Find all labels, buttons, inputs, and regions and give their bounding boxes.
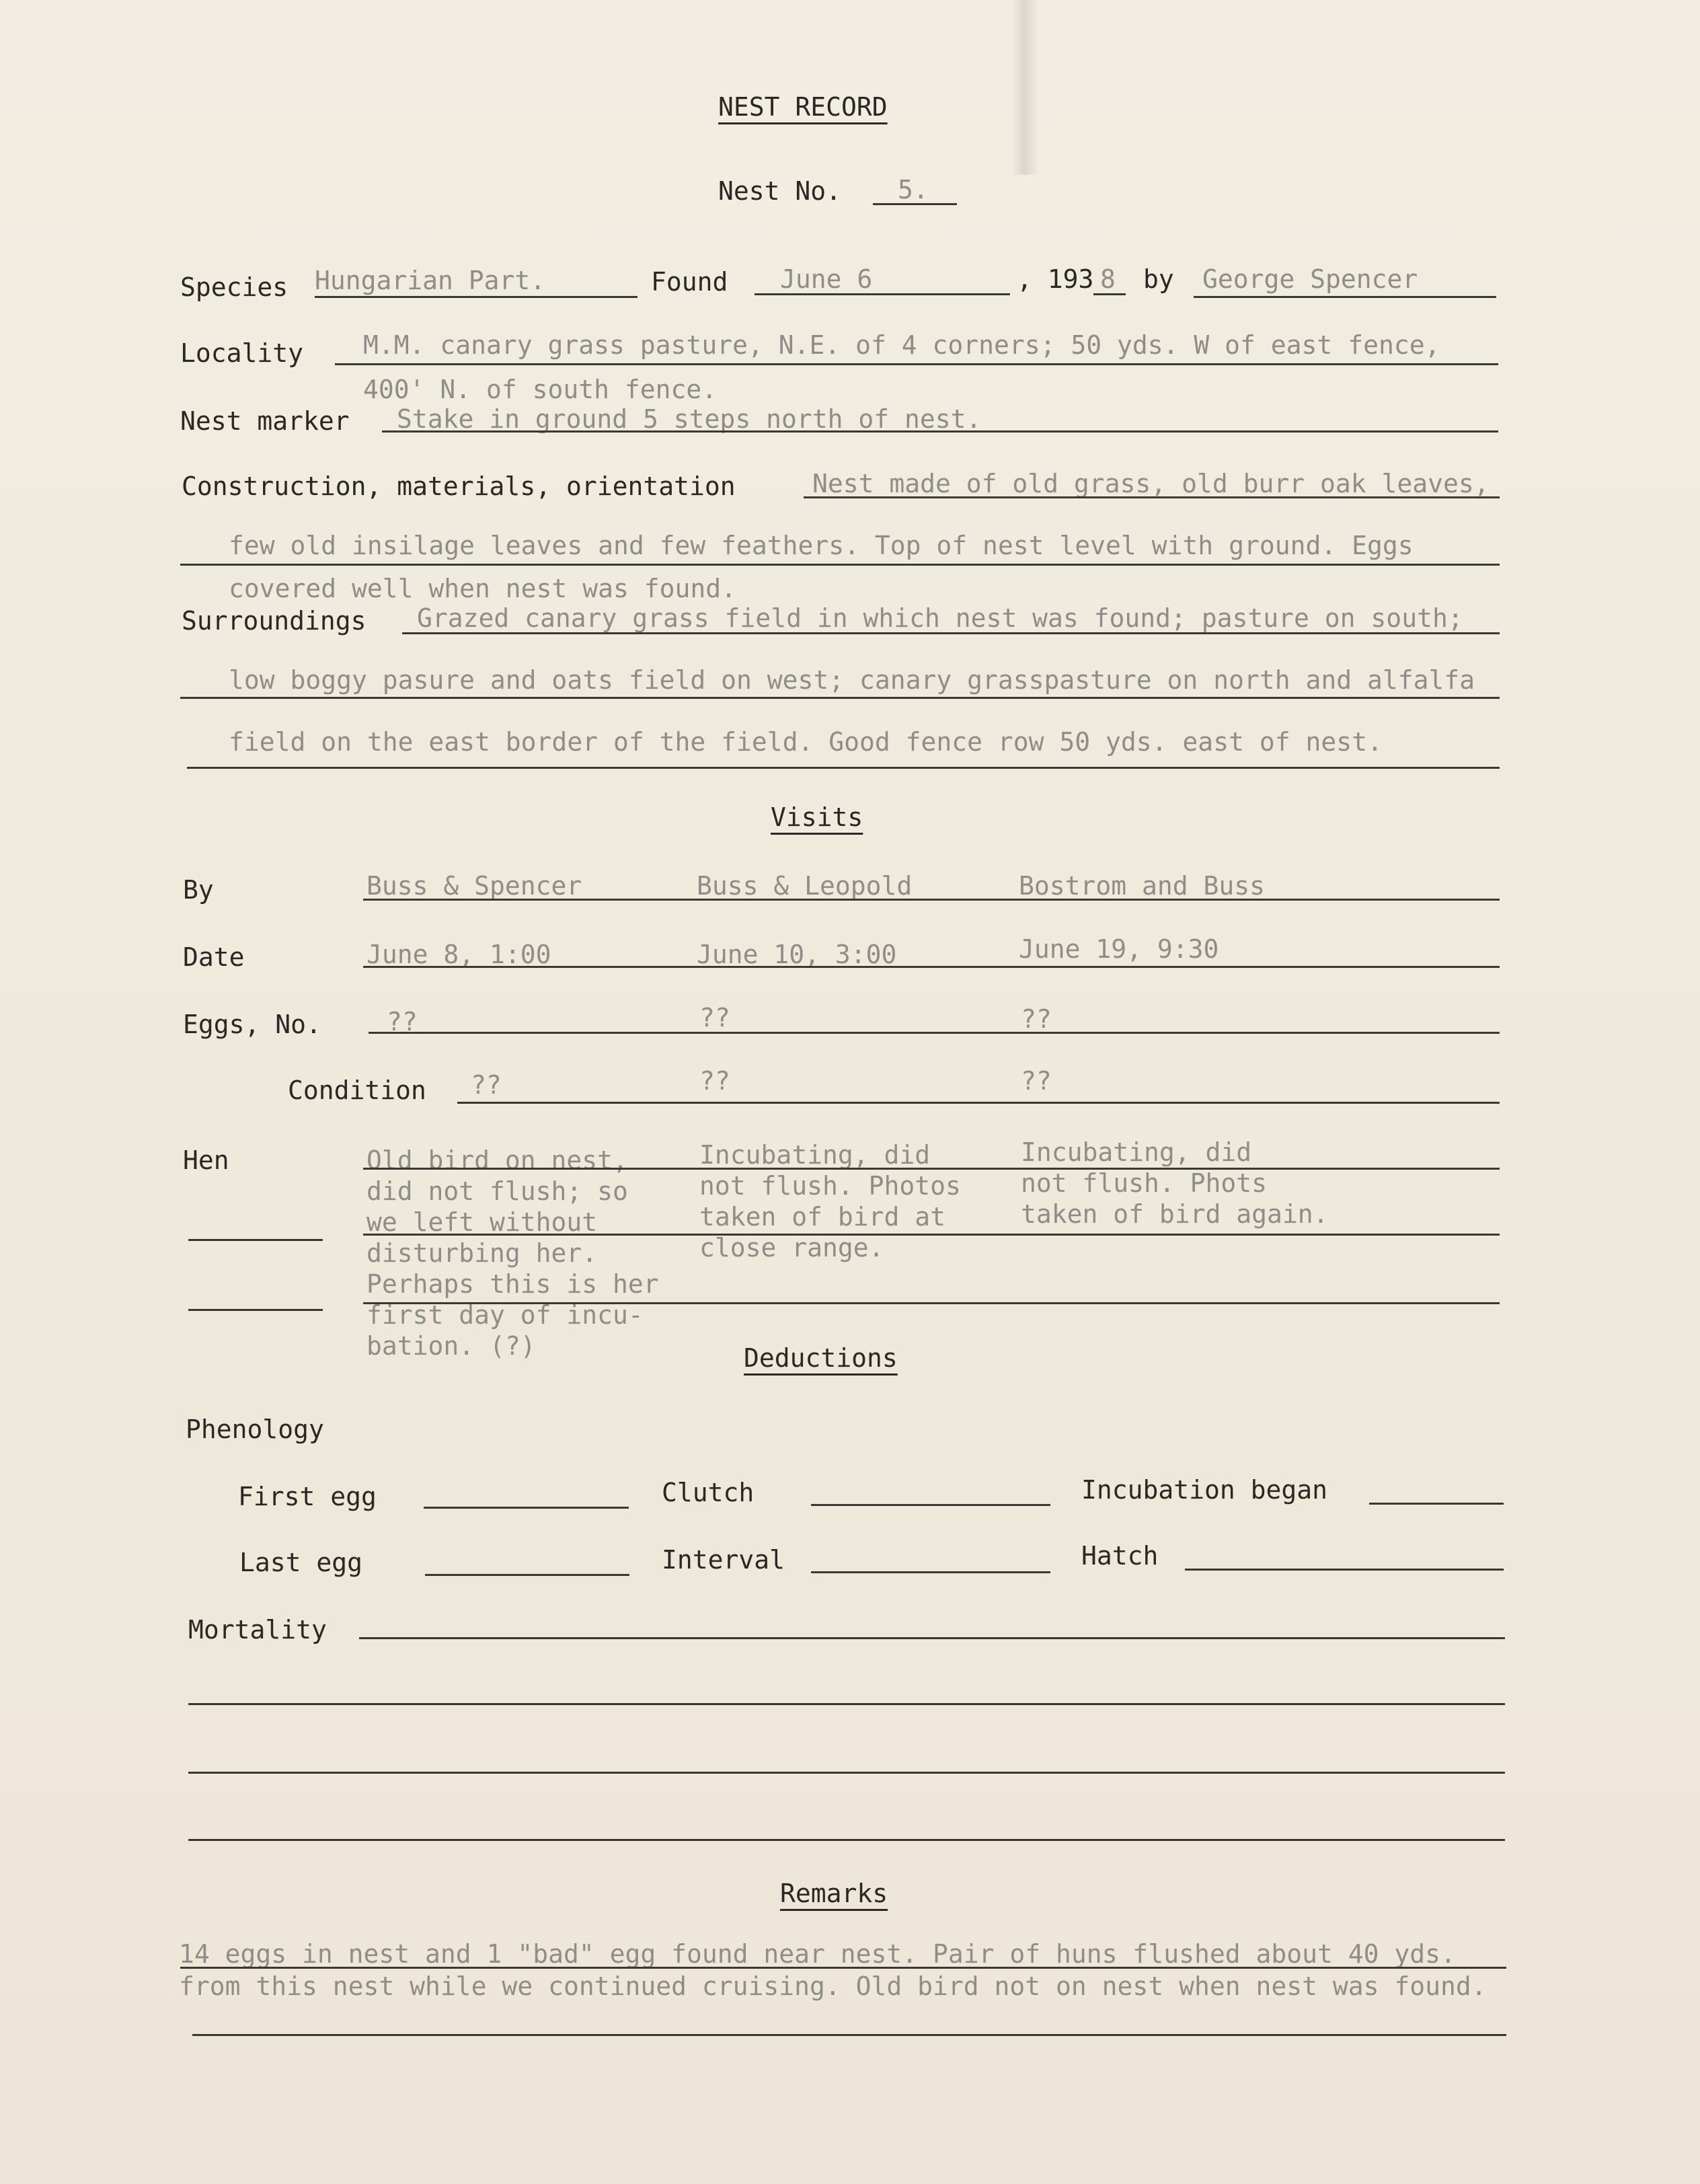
nest-marker-label: Nest marker — [180, 406, 350, 436]
species-rule — [315, 296, 638, 298]
visits-by-rule — [363, 899, 1500, 901]
locality-line-1: M.M. canary grass pasture, N.E. of 4 corners; 50 yds. W of east fence, — [363, 330, 1440, 360]
hatch-rule — [1185, 1569, 1504, 1571]
construction-line-1: Nest made of old grass, old burr oak leaves, — [812, 469, 1490, 498]
visit-3-hen-line-2: not flush. Phots — [1021, 1168, 1268, 1198]
visits-date-rule — [363, 966, 1500, 968]
by-label: by — [1143, 264, 1174, 294]
visit-3-condition: ?? — [1021, 1066, 1052, 1096]
visit-2-eggs: ?? — [699, 1003, 730, 1032]
last-egg-rule — [425, 1574, 629, 1576]
form-title: NEST RECORD — [718, 92, 888, 122]
locality-rule — [335, 363, 1498, 365]
visits-eggs-rule — [369, 1032, 1500, 1034]
visit-3-hen-line-3: taken of bird again. — [1021, 1199, 1329, 1229]
mortality-rule-3 — [188, 1772, 1505, 1774]
visit-1-hen-line-3: we left without — [366, 1207, 598, 1237]
year-rule — [1093, 293, 1126, 295]
visits-title: Visits — [771, 802, 863, 832]
visit-2-hen-line-2: not flush. Photos — [699, 1171, 961, 1201]
construction-rule-2 — [180, 564, 1500, 566]
construction-rule-1 — [804, 496, 1500, 498]
hen-rule-3 — [363, 1302, 1500, 1304]
visits-condition-label: Condition — [288, 1076, 426, 1105]
locality-label: Locality — [180, 338, 304, 368]
remarks-line-1: 14 eggs in nest and 1 "bad" egg found near nest. Pair of huns flushed about 40 yds. — [179, 1939, 1456, 1969]
surroundings-rule-1 — [402, 632, 1500, 634]
visits-by-label: By — [183, 875, 214, 905]
nest-no-rule — [873, 203, 957, 205]
found-value: June 6 — [780, 264, 873, 294]
visit-1-hen-line-2: did not flush; so — [366, 1176, 628, 1206]
mortality-rule-4 — [188, 1839, 1505, 1841]
visit-3-hen-line-1: Incubating, did — [1021, 1137, 1252, 1167]
first-egg-rule — [424, 1507, 629, 1509]
hatch-label: Hatch — [1081, 1541, 1159, 1571]
hen-label-rule-1 — [188, 1239, 323, 1241]
by-value: George Spencer — [1202, 264, 1418, 294]
nest-no-label: Nest No. — [718, 176, 842, 206]
interval-label: Interval — [662, 1545, 785, 1575]
visit-1-eggs: ?? — [387, 1007, 418, 1037]
last-egg-label: Last egg — [239, 1548, 363, 1577]
visit-1-hen-line-7: bation. (?) — [366, 1331, 536, 1361]
deductions-title: Deductions — [744, 1343, 898, 1373]
visit-1-hen-line-5: Perhaps this is her — [366, 1269, 659, 1299]
remarks-line-2: from this nest while we continued cruising. Old bird not on nest when nest was found. — [179, 1971, 1487, 2001]
visit-1-hen-line-4: disturbing her. — [366, 1238, 598, 1268]
species-label: Species — [180, 272, 288, 302]
species-value: Hungarian Part. — [315, 266, 546, 295]
locality-line-2: 400' N. of south fence. — [363, 375, 718, 404]
visit-3-eggs: ?? — [1021, 1004, 1052, 1034]
incubation-began-label: Incubation began — [1081, 1475, 1328, 1505]
surroundings-label: Surroundings — [182, 606, 366, 636]
mortality-rule-1 — [359, 1637, 1505, 1639]
construction-label: Construction, materials, orientation — [182, 472, 736, 501]
visit-2-by: Buss & Leopold — [697, 871, 913, 901]
visit-2-condition: ?? — [699, 1066, 730, 1096]
by-rule — [1194, 296, 1496, 298]
visit-1-condition: ?? — [471, 1070, 502, 1100]
hen-rule-1 — [363, 1168, 1500, 1170]
visit-1-date: June 8, 1:00 — [366, 940, 551, 969]
incubation-began-rule — [1369, 1503, 1504, 1505]
clutch-rule — [811, 1504, 1050, 1506]
phenology-label: Phenology — [186, 1415, 324, 1444]
visit-2-hen-line-3: taken of bird at — [699, 1202, 946, 1232]
clutch-label: Clutch — [662, 1478, 755, 1507]
surroundings-line-3: field on the east border of the field. Good fence row 50 yds. east of nest. — [229, 727, 1383, 757]
mortality-rule-2 — [188, 1703, 1505, 1705]
found-label: Found — [651, 267, 728, 297]
visit-2-hen-line-4: close range. — [699, 1233, 884, 1263]
construction-line-2: few old insilage leaves and few feathers. Top of nest level with ground. Eggs — [229, 531, 1414, 560]
visits-date-label: Date — [183, 942, 245, 972]
nest-no-value: 5. — [898, 175, 929, 204]
first-egg-label: First egg — [238, 1482, 377, 1511]
surroundings-line-1: Grazed canary grass field in which nest was found; pasture on south; — [417, 603, 1463, 633]
visit-2-date: June 10, 3:00 — [697, 940, 897, 969]
surroundings-line-2: low boggy pasure and oats field on west; canary grasspasture on north and alfalfa — [229, 665, 1475, 695]
visits-hen-label: Hen — [183, 1145, 229, 1175]
remarks-rule-2 — [192, 2034, 1506, 2036]
visits-condition-rule — [457, 1102, 1500, 1104]
visit-1-hen-line-6: first day of incu- — [366, 1300, 644, 1330]
interval-rule — [811, 1571, 1050, 1573]
hen-rule-2 — [363, 1234, 1500, 1236]
paper-crease — [1012, 0, 1039, 175]
surroundings-rule-3 — [187, 767, 1500, 769]
year-prefix: , 193 — [1017, 264, 1094, 294]
visit-3-date: June 19, 9:30 — [1019, 934, 1219, 964]
nest-marker-rule — [382, 430, 1498, 432]
year-value: 8 — [1100, 264, 1116, 294]
remarks-title: Remarks — [780, 1879, 888, 1908]
mortality-label: Mortality — [188, 1615, 327, 1645]
visit-1-by: Buss & Spencer — [366, 871, 582, 901]
construction-line-3: covered well when nest was found. — [229, 574, 736, 603]
remarks-rule-1 — [180, 1967, 1506, 1969]
visit-1-hen-line-1: Old bird on nest, — [366, 1145, 628, 1175]
visits-eggs-label: Eggs, No. — [183, 1010, 321, 1039]
found-rule — [755, 293, 1010, 295]
surroundings-rule-2 — [180, 697, 1500, 699]
visit-2-hen-line-1: Incubating, did — [699, 1140, 931, 1170]
visit-3-by: Bostrom and Buss — [1019, 871, 1266, 901]
hen-label-rule-2 — [188, 1309, 323, 1311]
nest-marker-value: Stake in ground 5 steps north of nest. — [397, 404, 982, 434]
